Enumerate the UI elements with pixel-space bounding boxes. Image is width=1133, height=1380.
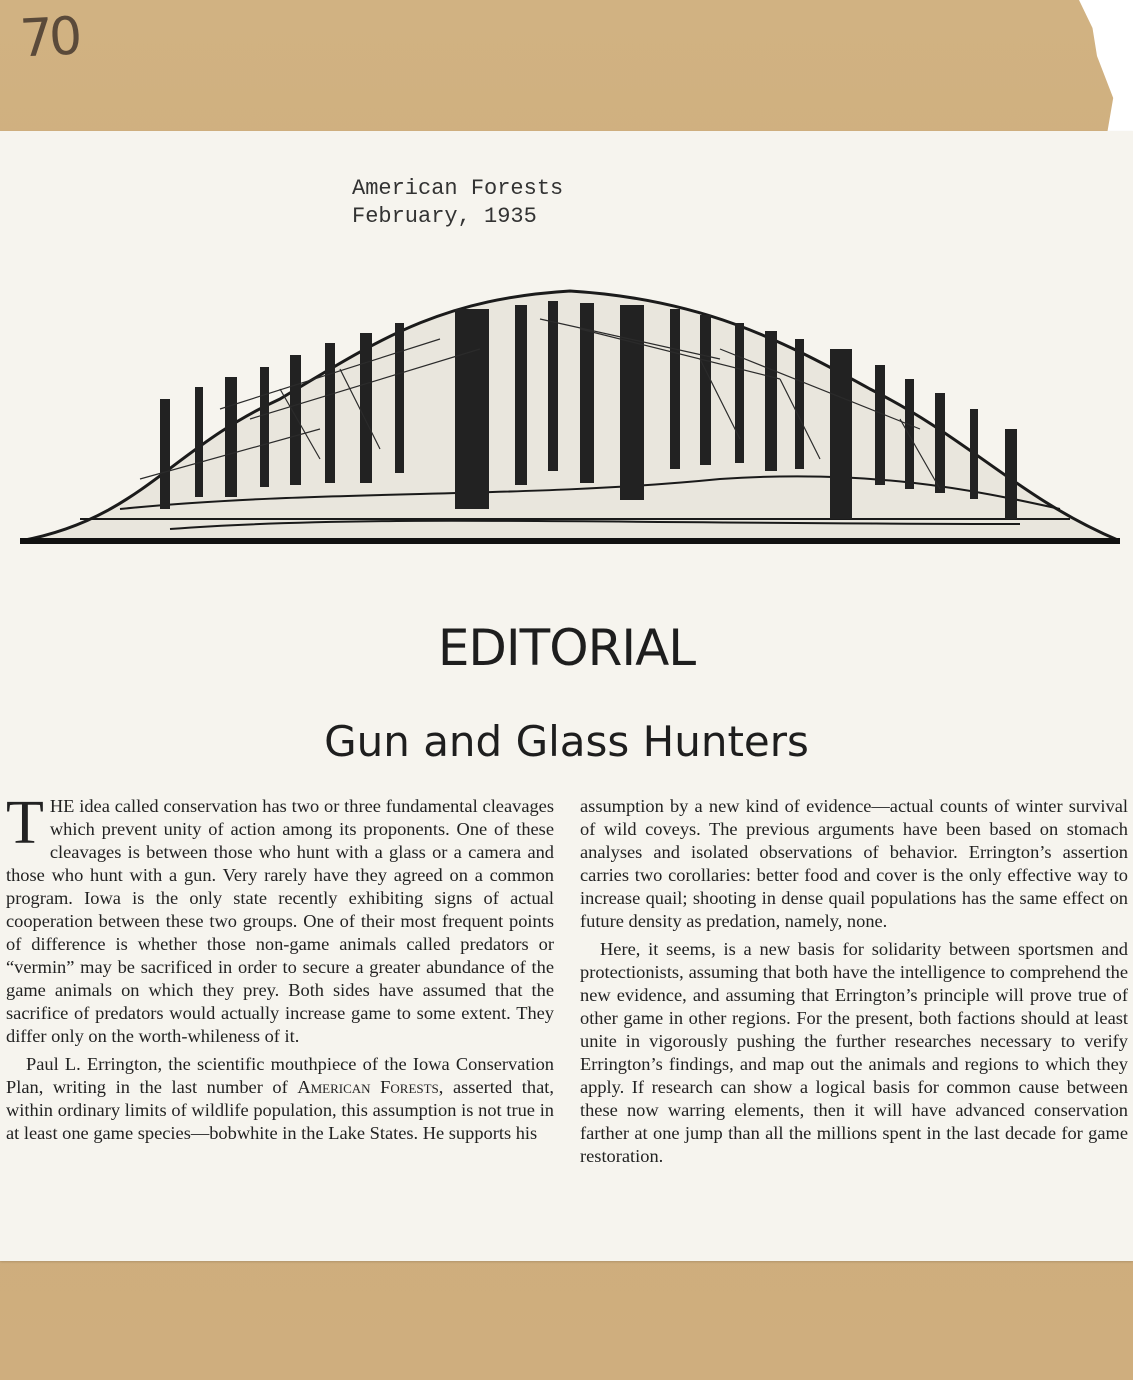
article-paragraph (6, 789, 554, 1048)
source-magazine: American Forests (352, 176, 564, 201)
magazine-clipping (0, 131, 1133, 1261)
paragraph-text: HE idea called conservation has two or three fundamental cleavages which prevent unity of action among its proponents. One of these cleavages is between those who hunt with a glass or a camera and those who hunt with a gun. Very rarely have they agreed on a common program. Iowa is the only state recently exhibiting signs of actual cooperation between these two groups. One of their most frequent points of difference is whether those non-game animals called predators or “vermin” may be sacrificed in order to secure a greater abundance of the game animals on which they prey. Both sides have assumed that the sacrifice of predators would actually increase game to some extent. They differ only on the worth-whileness of it. (6, 796, 554, 1046)
section-title: EDITORIAL (437, 619, 696, 677)
typed-source-note (352, 175, 563, 231)
paragraph-text: , asserted that, within ordinary limits of wildlife population, this assumption is not true in at least one game species—bobwhite in the Lake States. He supports his (6, 1077, 554, 1143)
article-column-left (6, 789, 554, 1150)
article-paragraph: assumption by a new kind of evidence—actual counts of winter survival of wild coveys. The previous arguments have been based on stomach analyses and isolated observations of behavior. Errington’s assertion carries two corollaries: better food and cover is the only effective way to increase quail; shooting in dense quail populations has the same effect on future density as predation, namely, none. (580, 796, 1128, 931)
article-paragraph: Here, it seems, is a new basis for solidarity between sportsmen and protectionists, assuming that both have the intelligence to comprehend the new evidence, and assuming that Errington’s principle will prove true of other game in other regions. For the present, both factions should at least unite in vigorously pushing the further researches necessary to verify Errington’s findings, and map out the animals and regions to which they apply. If research can show a logical basis for common cause between these now warring elements, then it will have advanced conservation farther at one jump than all the millions spent in the last decade for game restoration. (580, 939, 1128, 1166)
forest-illustration-icon (20, 279, 1120, 549)
torn-paper-edge (1043, 0, 1133, 140)
source-date: February, 1935 (352, 204, 537, 229)
handwritten-page-number: 70 (18, 6, 80, 70)
magazine-name: American Forests (297, 1077, 439, 1097)
article-headline: Gun and Glass Hunters (324, 717, 809, 766)
drop-cap: T (6, 789, 44, 857)
article-paragraph (6, 1053, 554, 1145)
paragraph-text: Paul L. Errington, the scientific mouthpiece of the Iowa Conservation Plan, writing in the last number of (6, 1054, 554, 1097)
article-column-right (580, 795, 1128, 1173)
